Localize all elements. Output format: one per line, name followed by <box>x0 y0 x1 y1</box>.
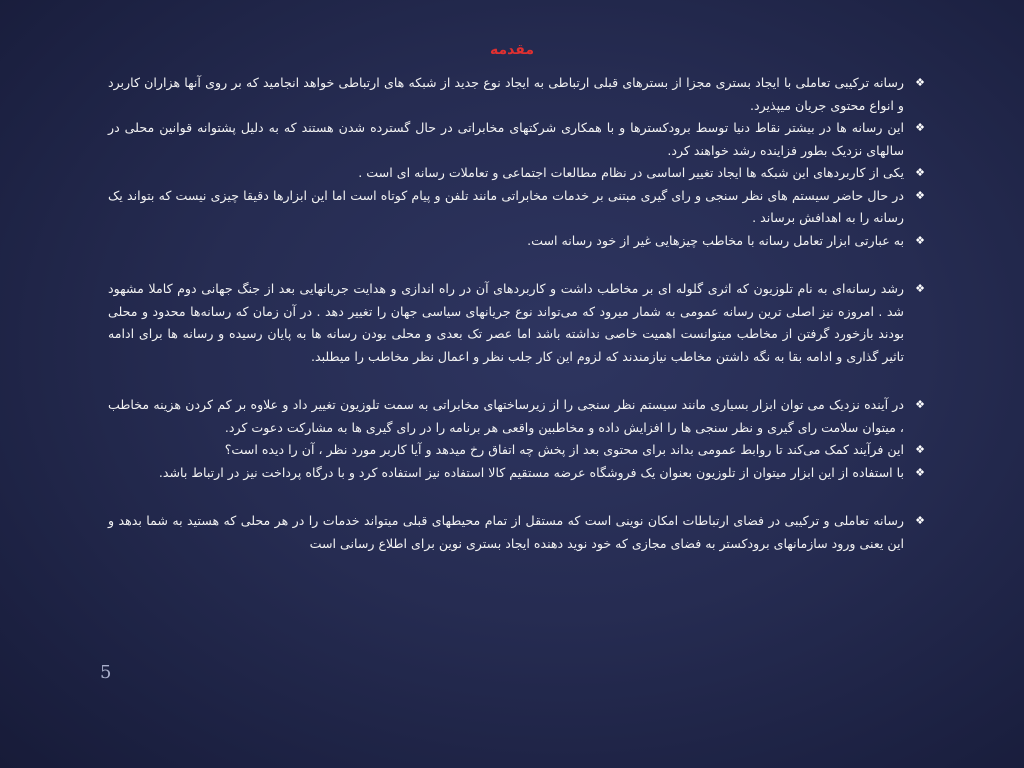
bullet-text: رشد رسانه‌ای به نام تلوزیون که اثری گلوله ای بر مخاطب داشت و کاربردهای آن در راه اندازی و هدایت جریانهایی بعد از جنگ جهانی دوم کاملا مشهود شد . امروزه نیز اصلی ترین رسانه عمومی به شمار میرود که می‌تواند نوع جریانهای سیاسی جهان را تغییر دهد . در آن زمان که رسانه‌ها محدود و محلی بودند بازخورد گرفتن از مخاطب میتوانست اهمیت خاصی نداشته باشد اما عصر تک بعدی و محلی بودن رسانه ها به پایان رسیده و رسانه ها برای ادامه تاثیر گذاری و ادامه بقا به نگه داشتن مخاطب نیازمندند که لزوم این کار جلب نظر و اعمال نظر مخاطب را میطلبد. <box>108 281 904 364</box>
bullet-text: در آینده نزدیک می توان ابزار بسیاری مانند سیستم نظر سنجی را از زیرساختهای مخابراتی به سمت تلوزیون تغییر داد و علاوه بر کم کردن هزینه مخاطب ، میتوان سلامت رای گیری و نظر سنجی ها را افزایش داده و مخاطبین واقعی هر برنامه را در رای گیری ها به مشارکت دعوت کرد. <box>108 397 904 435</box>
diamond-bullet-icon: ❖ <box>915 166 925 179</box>
bullet-item <box>108 394 928 439</box>
page-number: 5 <box>100 662 112 683</box>
diamond-bullet-icon: ❖ <box>915 514 925 527</box>
bullet-item <box>108 162 928 185</box>
diamond-bullet-icon: ❖ <box>915 282 925 295</box>
bullet-item <box>108 117 928 162</box>
bullet-text: یکی از کاربردهای این شبکه ها ایجاد تغییر اساسی در نظام مطالعات اجتماعی و تعاملات رسانه ای است . <box>358 165 904 180</box>
bullet-item <box>108 230 928 253</box>
bullet-item <box>108 278 928 368</box>
bullet-text: این فرآیند کمک می‌کند تا روابط عمومی بداند برای محتوی بعد از پخش چه اتفاق رخ میدهد و آیا کاربر مورد نظر ، آن را دیده است؟ <box>224 442 904 457</box>
bullet-item <box>108 185 928 230</box>
bullet-item <box>108 72 928 117</box>
diamond-bullet-icon: ❖ <box>915 76 925 89</box>
slide-title: مقدمه <box>490 42 534 58</box>
bullet-text: به عبارتی ابزار تعامل رسانه با مخاطب چیزهایی غیر از خود رسانه است. <box>527 232 904 248</box>
bullet-text: با استفاده از این ابزار میتوان از تلوزیون بعنوان یک فروشگاه عرضه مستقیم کالا استفاده نیز استفاده کرد و با درگاه پرداخت نیز در ارتباط باشد. <box>158 464 904 480</box>
diamond-bullet-icon: ❖ <box>915 465 925 479</box>
diamond-bullet-icon: ❖ <box>915 188 925 202</box>
bullet-item <box>108 510 928 555</box>
bullet-text: رسانه تعاملی و ترکیبی در فضای ارتباطات امکان نوینی است که مستقل از تمام محیطهای قبلی میتواند خدمات را در هر محلی که هستید به شما بدهد و این یعنی ورود سازمانهای برودکستر به فضای مجازی که خود نوید دهنده ایجاد بستری نوین برای اطلاع رسانی است <box>108 513 904 551</box>
diamond-bullet-icon: ❖ <box>915 398 925 411</box>
bullet-text: رسانه ترکیبی تعاملی با ایجاد بستری مجزا از بسترهای قبلی ارتباطی به ایجاد نوع جدید از شبکه های ارتباطی خواهد انجامید که بر روی آنها هزاران کاربرد و انواع محتوی جریان میپذیرد. <box>108 75 904 113</box>
slide-body <box>108 72 928 555</box>
bullet-text: این رسانه ها در بیشتر نقاط دنیا توسط برودکسترها و با همکاری شرکتهای مخابراتی در حال گسترده شدن هستند که به دلیل پشتوانه قوانین محلی در سالهای نزدیک بطور فزاینده رشد خواهند کرد. <box>108 120 904 158</box>
bullet-item <box>108 439 928 462</box>
bullet-item <box>108 462 928 485</box>
diamond-bullet-icon: ❖ <box>915 121 925 134</box>
diamond-bullet-icon: ❖ <box>915 233 925 247</box>
bullet-text: در حال حاضر سیستم های نظر سنجی و رای گیری مبتنی بر خدمات مخابراتی مانند تلفن و پیام کوتاه است اما این ابزارها دقیقا چیزی نیست که بتواند یک رسانه را به اهدافش برساند . <box>108 187 904 225</box>
diamond-bullet-icon: ❖ <box>915 443 925 456</box>
